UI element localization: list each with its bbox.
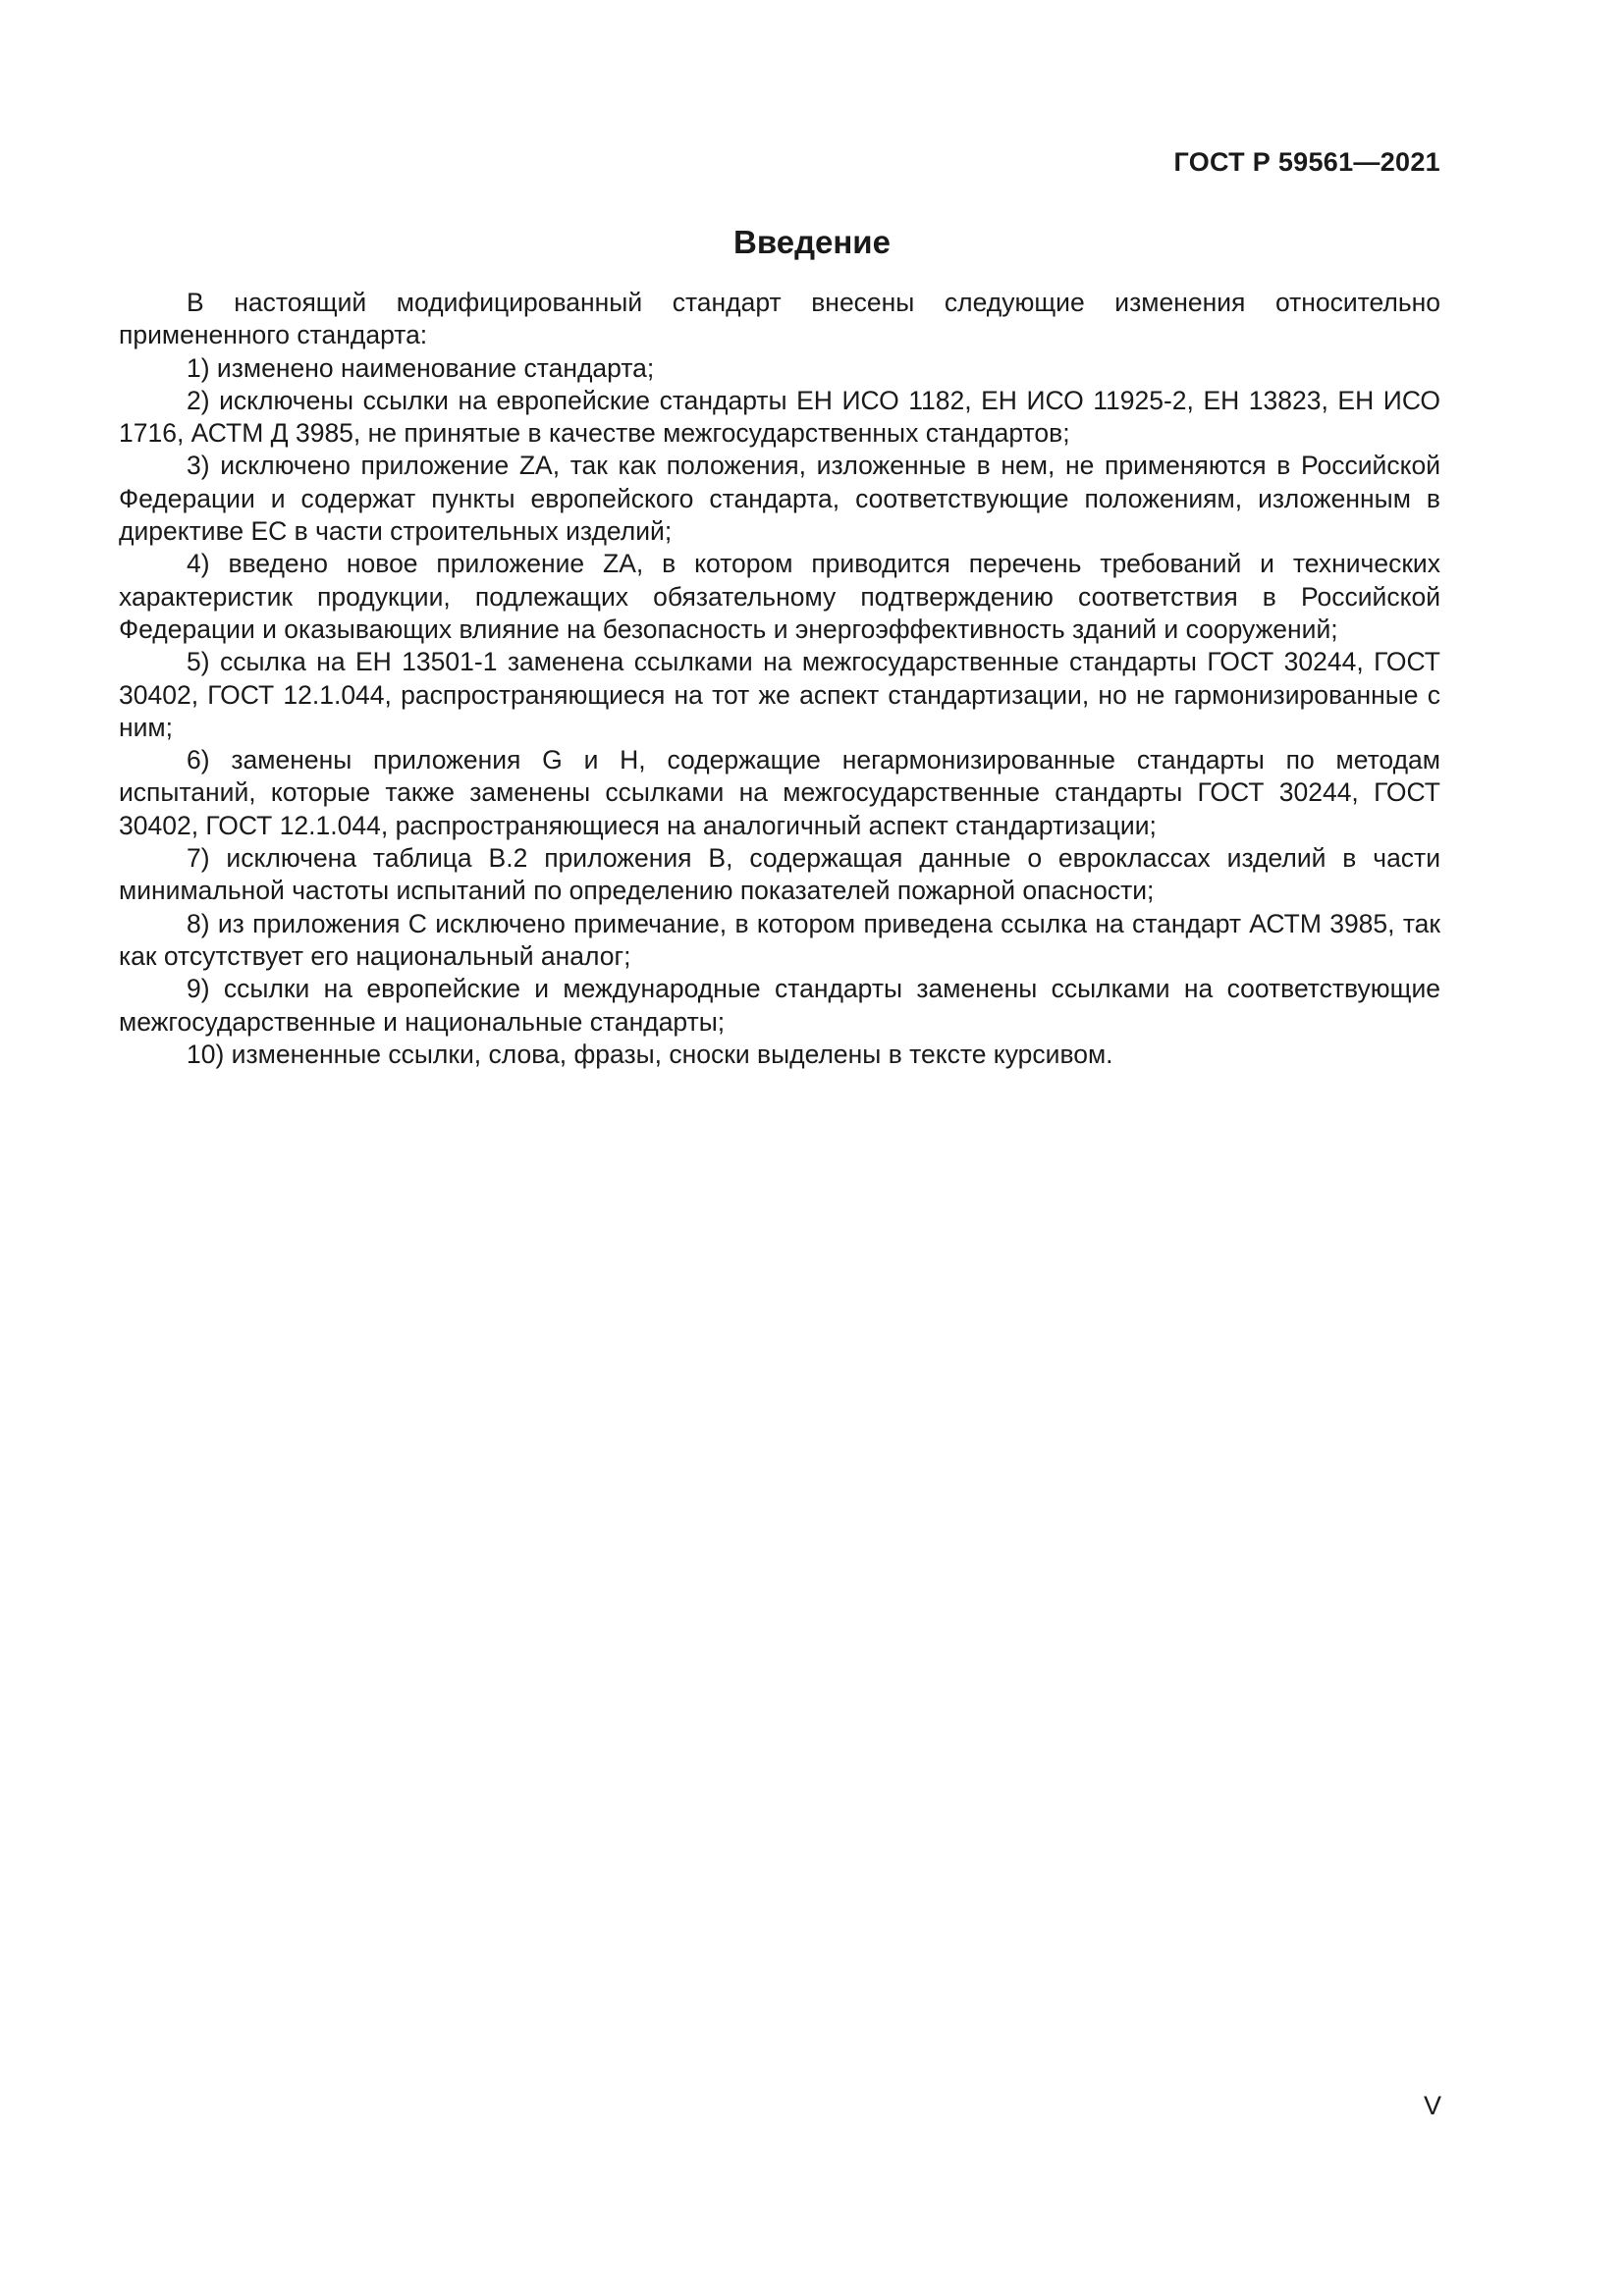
list-item-6: 6) заменены приложения G и H, содержащие негармонизированные стандарты по методам испытаний, которые также заменены ссылками на межгосударственные стандарты ГОСТ 30244, ГОСТ 30402, ГОСТ 12.1.044, распространяющиеся на аналогичный аспект стандартизации; [119,745,1440,840]
list-item-4: 4) введено новое приложение ZA, в котором приводится перечень требований и технических характеристик продукции, подлежащих обязательному подтверждению соответствия в Российской Федерации и оказывающих влияние на безопасность и энергоэффективность зданий и сооружений; [119,549,1440,644]
list-item-1: 1) изменено наименование стандарта; [187,352,655,383]
list-item-5: 5) ссылка на ЕН 13501-1 заменена ссылками на межгосударственные стандарты ГОСТ 30244, ГОСТ 30402, ГОСТ 12.1.044, распространяющиеся на тот же аспект стандартизации, но не гармонизированные с ним; [119,647,1440,742]
list-item-7: 7) исключена таблица В.2 приложения В, содержащая данные о евроклассах изделий в части минимальной частоты испытаний по определению показателей пожарной опасности; [119,843,1440,906]
list-item-10: 10) измененные ссылки, слова, фразы, сноски выделены в тексте курсивом. [187,1039,1113,1069]
list-item-2: 2) исключены ссылки на европейские стандарты ЕН ИСО 1182, ЕН ИСО 11925-2, ЕН 13823, ЕН ИСО 1716, АСТМ Д 3985, не принятые в качестве межгосударственных стандартов; [119,385,1440,449]
introduction-body [119,287,1440,1071]
list-item-9: 9) ссылки на европейские и международные стандарты заменены ссылками на соответствующие межгосударственные и национальные стандарты; [119,974,1440,1037]
document-code: ГОСТ Р 59561—2021 [1173,147,1440,177]
page-number: V [1423,2091,1441,2120]
intro-paragraph: В настоящий модифицированный стандарт внесены следующие изменения относительно примененного стандарта: [119,288,1440,350]
list-item-8: 8) из приложения С исключено примечание, в котором приведена ссылка на стандарт АСТМ 3985, так как отсутствует его национальный аналог; [119,908,1440,971]
list-item-3: 3) исключено приложение ZA, так как положения, изложенные в нем, не применяются в Российской Федерации и содержат пункты европейского стандарта, соответствующие положениям, изложенным в директиве ЕС в части строительных изделий; [119,451,1440,547]
page-title: Введение [733,224,891,260]
